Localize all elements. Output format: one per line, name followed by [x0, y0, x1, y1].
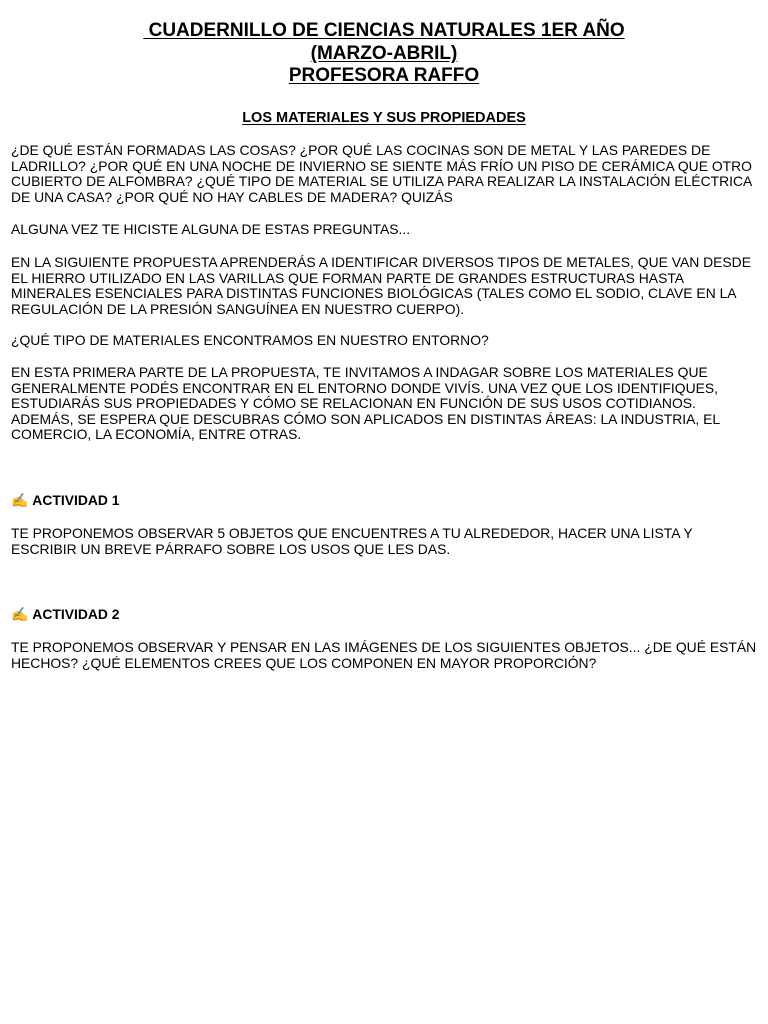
activity-1-text: TE PROPONEMOS OBSERVAR 5 OBJETOS QUE ENCUENTRES A TU ALREDEDOR, HACER UNA LISTA Y ESCRIBIR UN BREVE PÁRRAFO SOBRE LOS USOS QUE LES DAS. [11, 525, 693, 557]
activity-2-text: TE PROPONEMOS OBSERVAR Y PENSAR EN LAS IMÁGENES DE LOS SIGUIENTES OBJETOS... ¿DE QUÉ ESTÁN HECHOS? ¿QUÉ ELEMENTOS CREES QUE LOS COMPONEN EN MAYOR PROPORCIÓN? [11, 639, 757, 671]
section-heading: LOS MATERIALES Y SUS PROPIEDADES [242, 110, 526, 126]
activity-2-label: ACTIVIDAD 2 [32, 606, 120, 622]
writing-hand-icon: ✍ [11, 606, 29, 622]
document-title-line-3: PROFESORA RAFFO [288, 65, 480, 86]
proposal-paragraph: EN LA SIGUIENTE PROPUESTA APRENDERÁS A IDENTIFICAR DIVERSOS TIPOS DE METALES, QUE VAN DESDE EL HIERRO UTILIZADO EN LAS VARILLAS QUE FORMAN PARTE DE GRANDES ESTRUCTURAS HASTA MINERALES ESENCIALES PARA DISTINTAS FUNCIONES BIOLÓGICAS (TALES COMO EL SODIO, CLAVE EN LA REGULACIÓN DE LA PRESIÓN SANGUÍNEA EN NUESTRO CUERPO). [11, 254, 751, 317]
activity-1-label: ACTIVIDAD 1 [32, 492, 120, 508]
questions-paragraph: ALGUNA VEZ TE HICISTE ALGUNA DE ESTAS PREGUNTAS... [11, 221, 411, 237]
activity-1-heading [11, 492, 759, 508]
first-part-paragraph: EN ESTA PRIMERA PARTE DE LA PROPUESTA, TE INVITAMOS A INDAGAR SOBRE LOS MATERIALES QUE GENERALMENTE PODÉS ENCONTRAR EN EL ENTORNO DONDE VIVÍS. UNA VEZ QUE LOS IDENTIFIQUES, ESTUDIARÁS SUS PROPIEDADES Y CÓMO SE RELACIONAN EN FUNCIÓN DE SUS USOS COTIDIANOS. ADEMÁS, SE ESPERA QUE DESCUBRAS CÓMO SON APLICADOS EN DISTINTAS ÁREAS: LA INDUSTRIA, EL COMERCIO, LA ECONOMÍA, ENTRE OTRAS. [11, 364, 720, 443]
activity-2-heading [11, 606, 759, 622]
document-title-line-2: (MARZO-ABRIL) [310, 43, 458, 64]
writing-hand-icon: ✍ [11, 492, 29, 508]
materials-question: ¿QUÉ TIPO DE MATERIALES ENCONTRAMOS EN NUESTRO ENTORNO? [11, 332, 489, 348]
document-title-line-1: CUADERNILLO DE CIENCIAS NATURALES 1ER AÑO [143, 20, 625, 41]
intro-paragraph: ¿DE QUÉ ESTÁN FORMADAS LAS COSAS? ¿POR QUÉ LAS COCINAS SON DE METAL Y LAS PAREDES DE LADRILLO? ¿POR QUÉ EN UNA NOCHE DE INVIERNO SE SIENTE MÁS FRÍO UN PISO DE CERÁMICA QUE OTRO CUBIERTO DE ALFOMBRA? ¿QUÉ TIPO DE MATERIAL SE UTILIZA PARA REALIZAR LA INSTALACIÓN ELÉCTRICA DE UNA CASA? ¿POR QUÉ NO HAY CABLES DE MADERA? QUIZÁS [11, 142, 752, 205]
